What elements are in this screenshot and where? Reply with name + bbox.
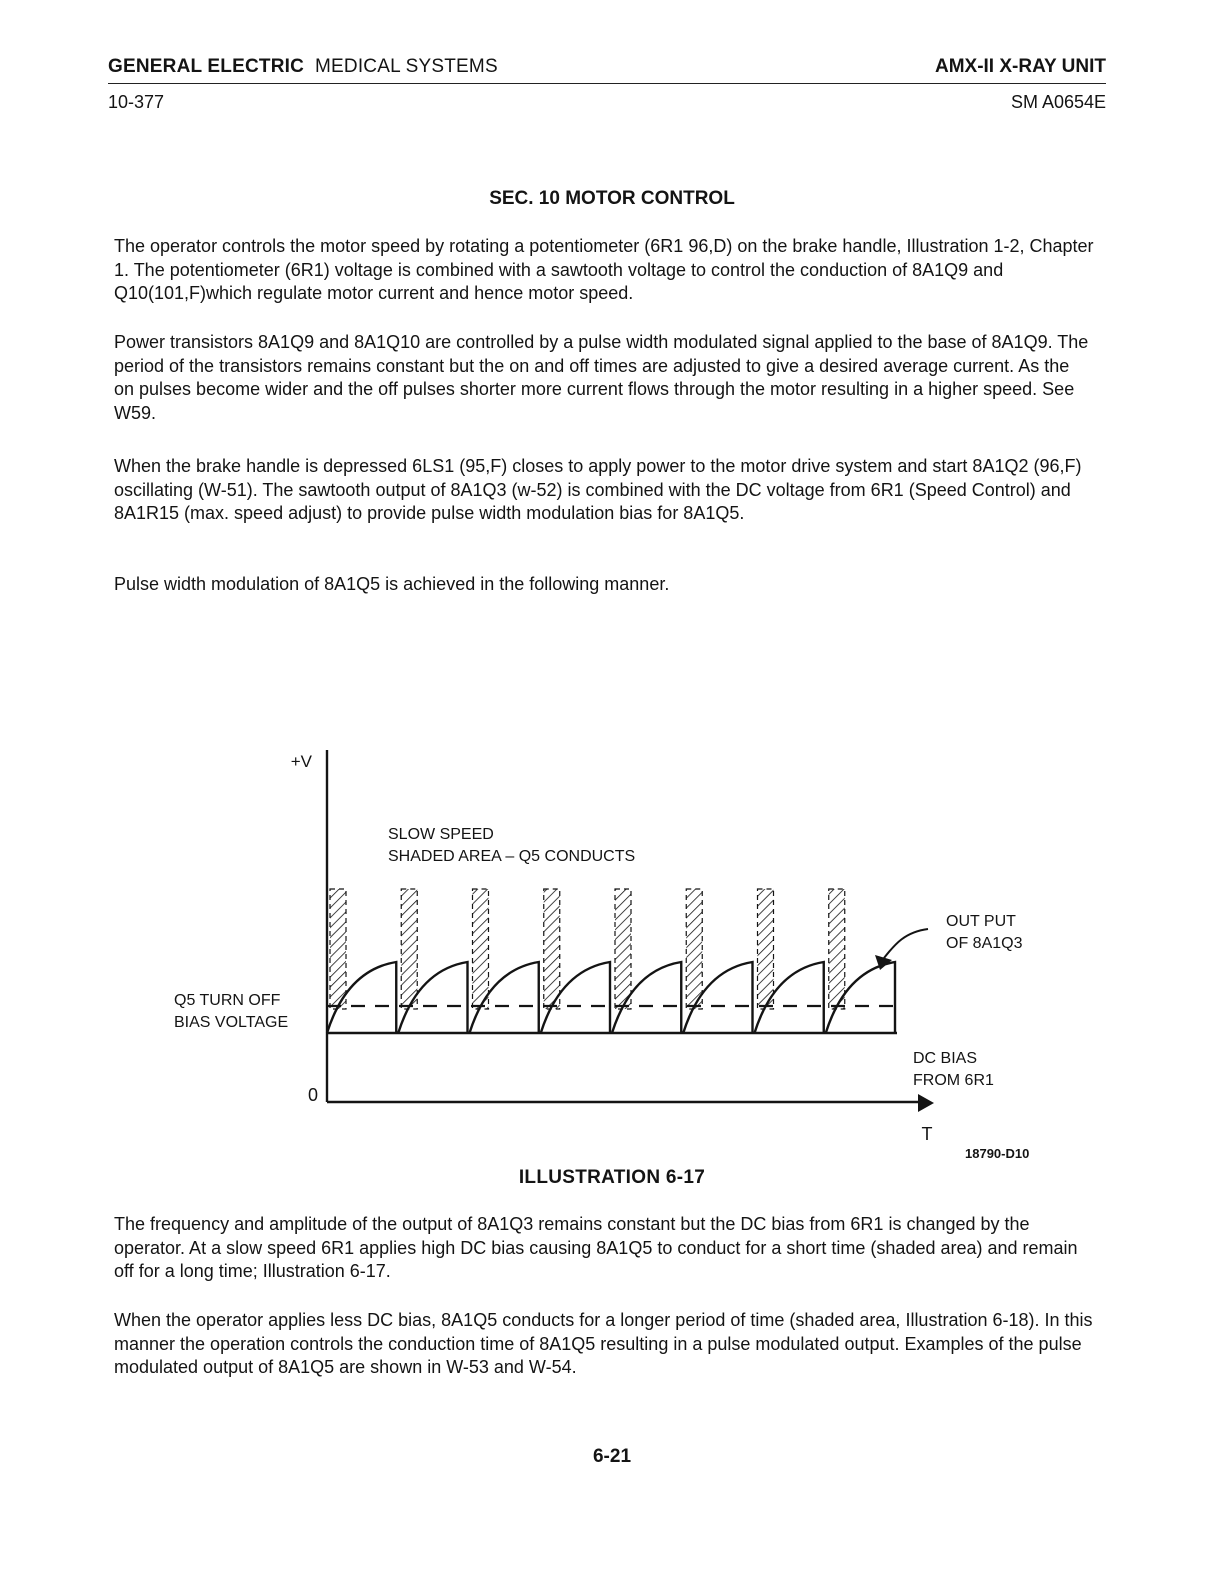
conduction-hatch	[829, 889, 845, 1009]
output-label-line1: OUT PUT	[946, 913, 1016, 930]
output-pointer-line	[884, 929, 928, 958]
paragraph-6: When the operator applies less DC bias, 8A1Q5 conducts for a longer period of time (shaded area, Illustration 6-18). In this manner the operation controls the conduction time of 8A1Q5 resulting in a pulse modulated output. Examples of the pulse modulated output of 8A1Q5 are shown in W-53 and W-54.	[114, 1310, 1093, 1377]
figure-code: 18790-D10	[965, 1146, 1030, 1161]
paragraph-4: Pulse width modulation of 8A1Q5 is achieved in the following manner.	[114, 574, 670, 594]
page-number: 6-21	[592, 1446, 632, 1467]
section-title: SEC. 10 MOTOR CONTROL	[489, 188, 735, 209]
header-product: AMX-II X-RAY UNIT	[934, 56, 1106, 77]
conduction-hatch	[544, 889, 560, 1009]
diagram-title-line1: SLOW SPEED	[388, 826, 494, 843]
bias-label-line2: BIAS VOLTAGE	[174, 1014, 289, 1031]
dc-label-line2: FROM 6R1	[913, 1072, 994, 1089]
diagram-title-line2: SHADED AREA – Q5 CONDUCTS	[388, 848, 636, 865]
paragraph-5: The frequency and amplitude of the output of 8A1Q3 remains constant but the DC bias from 6R1 is changed by the operator. At a slow speed 6R1 applies high DC bias causing 8A1Q5 to conduct for a short time (shaded area) and remain off for a long time; Illustration 6-17.	[114, 1214, 1078, 1281]
conduction-hatch	[401, 889, 417, 1009]
conduction-hatch	[473, 889, 489, 1009]
bias-label-line1: Q5 TURN OFF	[174, 992, 281, 1009]
paragraph-2: Power transistors 8A1Q9 and 8A1Q10 are controlled by a pulse width modulated signal applied to the base of 8A1Q9. The period of the transistors remains constant but the on and off times are adjusted to give a desired average current. As the on pulses become wider and the off pulses shorter more current flows through the motor resulting in a higher speed. See W59.	[114, 332, 1089, 423]
x-axis-label: T	[921, 1124, 933, 1144]
conduction-hatch	[758, 889, 774, 1009]
paragraph-1: The operator controls the motor speed by rotating a potentiometer (6R1 96,D) on the brake handle, Illustration 1-2, Chapter 1. The potentiometer (6R1) voltage is combined with a sawtooth voltage to control the conduction of 8A1Q9 and Q10(101,F)which regulate motor current and hence motor speed.	[114, 236, 1094, 303]
illustration-title: ILLUSTRATION 6-17	[518, 1167, 706, 1188]
header-company-rest: MEDICAL SYSTEMS	[315, 56, 498, 77]
manual-id: SM A0654E	[1010, 92, 1106, 112]
conduction-hatch	[330, 889, 346, 1009]
conduction-hatch	[615, 889, 631, 1009]
doc-number: 10-377	[108, 92, 165, 112]
y-axis-top-label: +V	[290, 752, 312, 771]
output-label-line2: OF 8A1Q3	[946, 935, 1023, 952]
y-axis-zero-label: 0	[307, 1085, 318, 1105]
x-axis-arrow	[918, 1094, 934, 1112]
paragraph-3: When the brake handle is depressed 6LS1 (95,F) closes to apply power to the motor drive system and start 8A1Q2 (96,F) oscillating (W-51). The sawtooth output of 8A1Q3 (w-52) is combined with the DC voltage from 6R1 (Speed Control) and 8A1R15 (max. speed adjust) to provide pulse width modulation bias for 8A1Q5.	[114, 456, 1082, 523]
header-company-bold: GENERAL ELECTRIC	[108, 56, 305, 77]
conduction-hatch	[686, 889, 702, 1009]
conduction-hatch-group	[330, 889, 845, 1009]
dc-label-line1: DC BIAS	[913, 1050, 978, 1067]
